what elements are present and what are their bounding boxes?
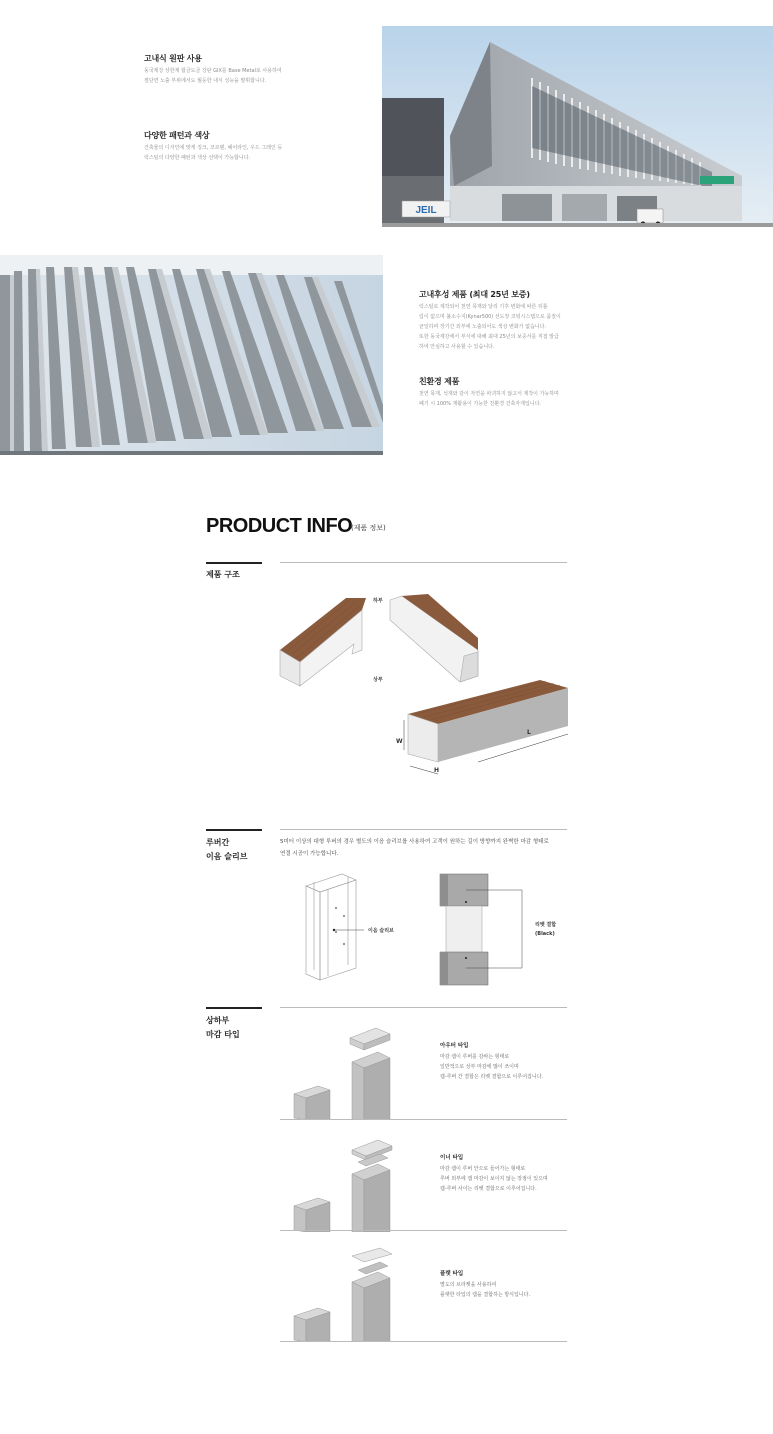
structure-top-label: 하부 (373, 598, 383, 604)
dimension-h-label: H (434, 767, 440, 774)
structure-bottom-label: 상부 (373, 677, 383, 683)
sleeve-description: 5미터 이상의 대형 루버의 경우 별도의 이음 슬리브를 사용하여 고객이 원하는 길이 방향까지 완벽한 마감 형태로 연결 시공이 가능합니다. (280, 839, 549, 857)
inner-type-body: 마감 캡이 루버 안으로 들어가는 형태로 루버 외부에 캡 마감이 보이지 않는 장점이 있으며 캡-루버 사이는 리벳 결합으로 이루어집니다. (440, 1166, 548, 1192)
outer-type-title: 아우터 타입 (440, 1043, 469, 1049)
feature-body-corrosion: 동국제강 상한계 합금도금 강판 GIX를 Base Metal로 사용하여 절단면 노출 부위에서도 월등한 내식 성능을 발휘합니다. (144, 68, 282, 84)
feature-title-patterns: 다양한 패턴과 색상 (144, 131, 210, 140)
feature-body-eco: 천연 목재, 석재와 같이 자연을 파괴하지 않고서 제작이 가능하며 폐기 시 100% 재활용이 가능한 친환경 건축자재입니다. (419, 391, 559, 407)
building-sign-text: JEIL (415, 205, 437, 216)
section-divider-dark (206, 1007, 262, 1009)
product-info-title: PRODUCT INFO (206, 515, 353, 537)
flat-type-body: 별도의 브라켓을 사용하여 플랫한 타입의 캡을 결합하는 방식입니다. (440, 1282, 531, 1298)
dimension-l-label: L (527, 729, 531, 736)
structure-diagram (278, 590, 570, 790)
sleeve-section-label: 루버간 이음 슬리브 (206, 838, 248, 861)
structure-section-label: 제품 구조 (206, 570, 240, 579)
outer-type-body: 마감 캡이 루버를 감싸는 형태로 일반적으로 상부 마감에 많이 쓰이며 캡-루버 간 결합은 리벳 결합으로 이루어집니다. (440, 1054, 544, 1080)
finish-divider (280, 1230, 567, 1231)
sleeve-diagram (300, 872, 530, 987)
section-divider-dark (206, 829, 262, 831)
feature-body-weather: 럭스틸로 제작되어 천연 목재와 달리 기후 변화에 따른 뒤틀 림이 없으며 불소수지(Kynar500) 선도장 코팅시스템으로 품질이 균일하며 장기간 외부에 노출되어도 색상 변화가 없습니다. 또한 동국제강에서 부식에 대해 최대 25년의 보증서를 직접 발급 하여 안심하고 사용할 수 있습니다. (419, 304, 561, 350)
feature-body-patterns: 건축물의 디자인에 맞게 징크, 코르텐, 헤어라인, 우드 그레인 등 럭스틸의 다양한 패턴과 색상 선택이 가능합니다. (144, 145, 283, 161)
louver-closeup-photo (0, 255, 383, 455)
dimension-w-label: W (396, 738, 403, 745)
sleeve-callout-left: 이음 슬리브 (368, 928, 394, 934)
inner-type-title: 이너 타입 (440, 1155, 464, 1161)
finish-divider (280, 1119, 567, 1120)
feature-title-weather: 고내후성 제품 (최대 25년 보증) (419, 290, 530, 299)
outer-type-diagram (292, 1024, 402, 1120)
finish-divider (280, 1341, 567, 1342)
finish-section-label: 상하부 마감 타입 (206, 1016, 240, 1039)
product-info-subtitle: (제품 정보) (351, 524, 386, 532)
flat-type-diagram (292, 1246, 402, 1342)
feature-title-eco: 친환경 제품 (419, 377, 460, 386)
section-divider-light (280, 1007, 567, 1008)
sleeve-callout-right: 리벳 결합 (Black) (535, 922, 557, 937)
flat-type-title: 플랫 타입 (440, 1271, 464, 1277)
section-divider-dark (206, 562, 262, 564)
inner-type-diagram (292, 1136, 402, 1232)
section-divider-light (280, 562, 567, 563)
building-photo (382, 26, 773, 227)
section-divider-light (280, 829, 567, 830)
feature-title-corrosion: 고내식 원판 사용 (144, 54, 202, 63)
